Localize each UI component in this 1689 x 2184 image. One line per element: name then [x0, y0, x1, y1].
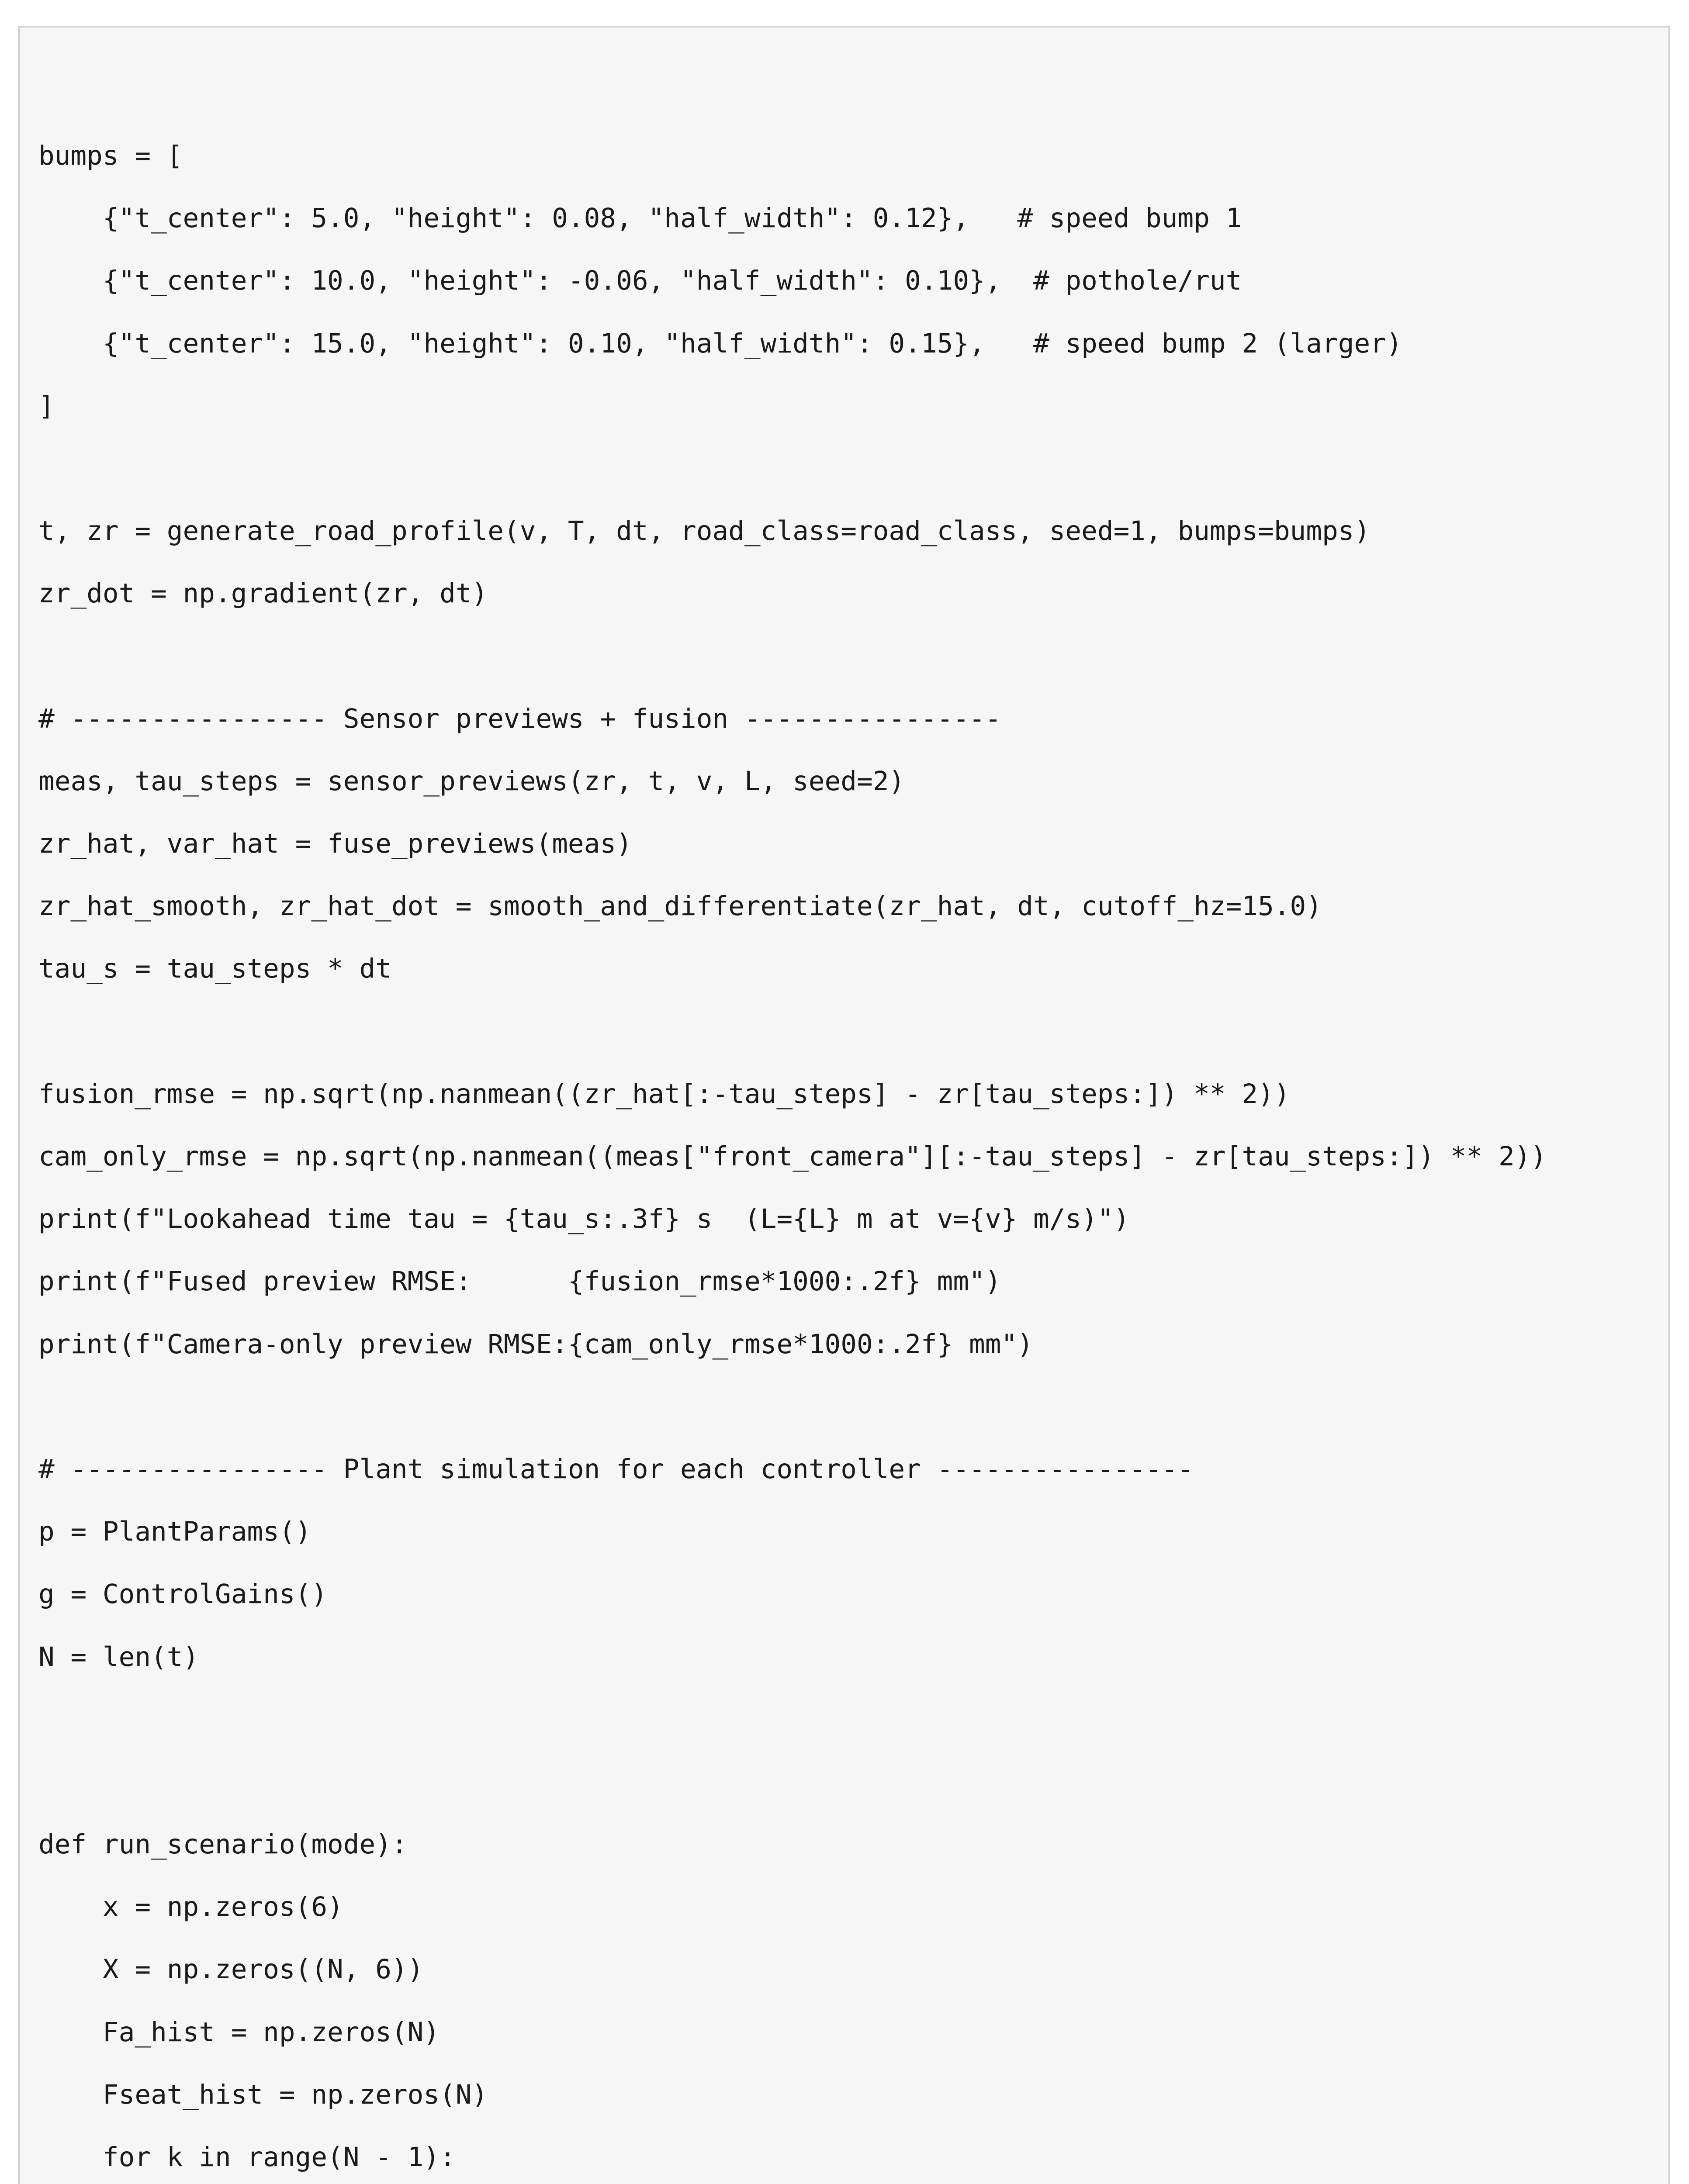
- code-line: {"t_center": 10.0, "height": -0.06, "half_width": 0.10}, # pothole/rut: [38, 265, 1242, 297]
- code-line: bumps = [: [38, 140, 183, 171]
- code-line: [38, 1000, 1547, 1063]
- code-line: ]: [38, 390, 55, 422]
- code-line: t, zr = generate_road_profile(v, T, dt, road_class=road_class, seed=1, bumps=bumps): [38, 515, 1371, 547]
- code-line: # ---------------- Plant simulation for each controller ----------------: [38, 1453, 1194, 1485]
- code-line: cam_only_rmse = np.sqrt(np.nanmean((meas["front_camera"][:-tau_steps] - zr[tau_steps:]) ** 2)): [38, 1141, 1547, 1172]
- code-line: [38, 625, 1547, 688]
- code-line: N = len(t): [38, 1641, 199, 1673]
- code-line: [38, 1751, 1547, 1813]
- code-line: print(f"Camera-only preview RMSE:{cam_only_rmse*1000:.2f} mm"): [38, 1328, 1033, 1360]
- code-line: for k in range(N - 1):: [38, 2142, 456, 2173]
- code-line: print(f"Lookahead time tau = {tau_s:.3f} s (L={L} m at v={v} m/s)"): [38, 1203, 1130, 1235]
- code-line: {"t_center": 5.0, "height": 0.08, "half_width": 0.12}, # speed bump 1: [38, 203, 1242, 234]
- code-line: # ---------------- Sensor previews + fusion ----------------: [38, 703, 1001, 734]
- code-line: meas, tau_steps = sensor_previews(zr, t, v, L, seed=2): [38, 765, 905, 797]
- code-line: x = np.zeros(6): [38, 1891, 343, 1923]
- code-line: Fseat_hist = np.zeros(N): [38, 2079, 488, 2110]
- code-line: zr_hat, var_hat = fuse_previews(meas): [38, 828, 632, 860]
- code-line: zr_dot = np.gradient(zr, dt): [38, 578, 488, 609]
- code-line: Fa_hist = np.zeros(N): [38, 2016, 440, 2048]
- code-line: zr_hat_smooth, zr_hat_dot = smooth_and_differentiate(zr_hat, dt, cutoff_hz=15.0): [38, 891, 1322, 922]
- code-line: [38, 1688, 1547, 1751]
- code-line: [38, 1375, 1547, 1438]
- code-line: tau_s = tau_steps * dt: [38, 953, 391, 985]
- code-line: X = np.zeros((N, 6)): [38, 1954, 424, 1985]
- code-line: def run_scenario(mode):: [38, 1829, 408, 1860]
- code-line: {"t_center": 15.0, "height": 0.10, "half_width": 0.15}, # speed bump 2 (larger): [38, 328, 1402, 359]
- code-line: [38, 437, 1547, 500]
- code-line: p = PlantParams(): [38, 1516, 311, 1548]
- code-line: print(f"Fused preview RMSE: {fusion_rmse*1000:.2f} mm"): [38, 1266, 1001, 1297]
- code-line: fusion_rmse = np.sqrt(np.nanmean((zr_hat[:-tau_steps] - zr[tau_steps:]) ** 2)): [38, 1078, 1290, 1109]
- code-line: g = ControlGains(): [38, 1579, 328, 1610]
- code-block: [18, 26, 1670, 2184]
- code-text: [38, 124, 1547, 2184]
